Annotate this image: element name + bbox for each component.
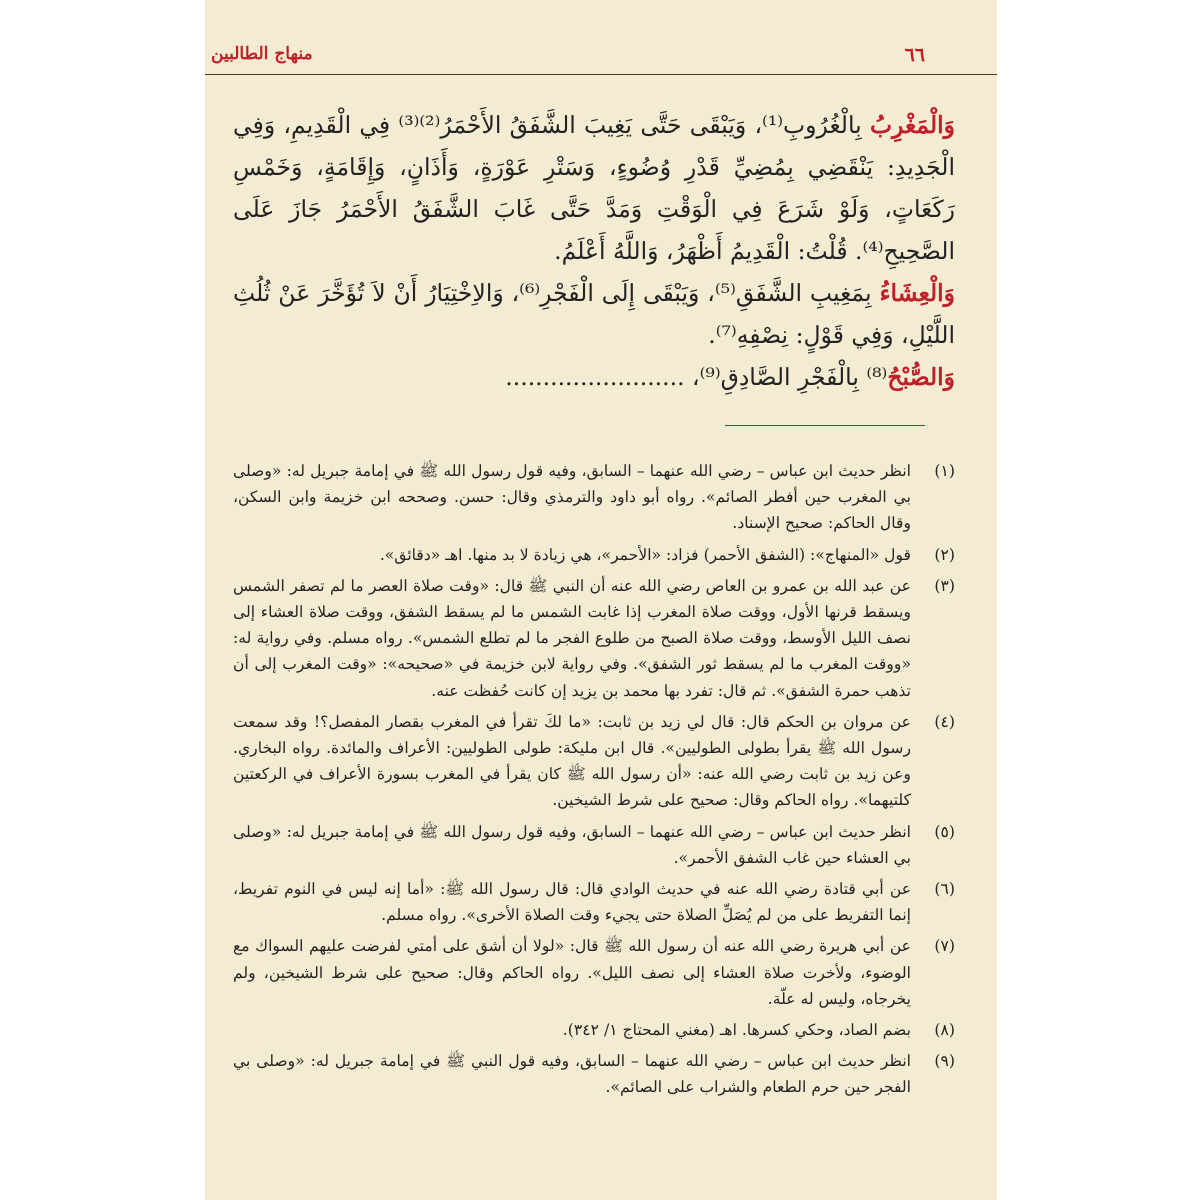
footnote-6 — [233, 876, 955, 928]
footnote-text: عن أبي هريرة رضي الله عنه أن رسول الله ﷺ قال: «لولا أن أشق على أمتي لفرضت عليهم السواك مع الوضوء، ولأخرت صلاة العشاء إلى نصف الليل». رواه الحاكم وقال: صحيح على شرط الشيخين، ولم يخرجاه، وليس له علّة. — [233, 937, 911, 1008]
paragraph-isha: وَالْعِشَاءُ بِمَغِيبِ الشَّفَقِ⁽⁵⁾، وَيَبْقَى إِلَى الْفَجْرِ⁽⁶⁾، وَالاِخْتِيَارُ أَنْ لاَ تُؤَخَّرَ عَنْ ثُلُثِ اللَّيْلِ، وَفِي قَوْلٍ: نِصْفِهِ⁽⁷⁾. — [233, 279, 956, 349]
footnote-text: انظر حديث ابن عباس – رضي الله عنهما – السابق، وفيه قول رسول الله ﷺ في إمامة جبريل له: «وصلى بي العشاء حين غاب الشفق الأحمر». — [233, 822, 911, 867]
footnote-7 — [233, 933, 955, 1012]
footnotes — [233, 458, 955, 1106]
footnote-2 — [233, 542, 955, 568]
book-page — [205, 0, 997, 1200]
footnote-8 — [233, 1017, 955, 1043]
footnote-number: (٤) — [934, 712, 955, 731]
footnote-text: قول «المنهاج»: (الشفق الأحمر) فزاد: «الأحمر»، هي زيادة لا بد منها. اهـ «دقائق». — [379, 545, 911, 564]
footnote-number: (٢) — [934, 545, 955, 564]
section-keyword: وَالصُّبْحُ — [887, 363, 955, 391]
section-keyword: وَالْمَغْرِبُ — [869, 111, 955, 139]
footnote-text: عن مروان بن الحكم قال: قال لي زيد بن ثابت: «ما لكَ تقرأ في المغرب بقصار المفصل؟! وقد سمعت رسول الله ﷺ يقرأ بطولى الطوليين». قال ابن مليكة: طولى الطوليين: الأعراف والمائدة. رواه البخاري. وعن زيد بن ثابت رضي الله عنه: «أن رسول الله ﷺ كان يقرأ في المغرب بسورة الأعراف في الركعتين كلتيهما». رواه الحاكم وقال: صحيح على شرط الشيخين. — [233, 712, 911, 810]
footnote-5 — [233, 819, 955, 871]
footnote-number: (٦) — [934, 880, 955, 899]
footnote-3 — [233, 573, 955, 704]
footnote-9 — [233, 1048, 955, 1100]
footnote-number: (٨) — [934, 1021, 955, 1040]
footnote-text: عن عبد الله بن عمرو بن العاص رضي الله عنه أن النبي ﷺ قال: «وقت صلاة العصر ما لم تصفر الشمس ويسقط قرنها الأول، ووقت صلاة المغرب إذا غابت الشمس ما لم يسقط الشفق، ووقت صلاة العشاء إلى نصف الليل الأوسط، ووقت صلاة الصبح من طلوع الفجر ما لم تطلع الشمس». رواه مسلم. وفي رواية له: «ووقت المغرب ما لم يسقط ثور الشفق». وفي رواية لابن خزيمة في «صحيحه»: «وقت المغرب إلى أن تذهب حمرة الشفق». ثم قال: تفرد بها محمد بن يزيد إن كانت حُفظت عنه. — [233, 576, 911, 700]
footnote-1 — [233, 458, 955, 537]
page-number: ٦٦ — [904, 44, 925, 66]
paragraph-maghrib: وَالْمَغْرِبُ بِالْغُرُوبِ⁽¹⁾، وَيَبْقَى حَتَّى يَغِيبَ الشَّفَقُ الأَحْمَرُ⁽²⁾⁽³⁾ فِي الْقَدِيمِ، وَفِي الْجَدِيدِ: يَنْقَضِي بِمُضِيِّ قَدْرِ وُضُوءٍ، وَسَتْرِ عَوْرَةٍ، وَأَذَانٍ، وَإِقَامَةٍ، وَخَمْسِ رَكَعَاتٍ، وَلَوْ شَرَعَ فِي الْوَقْتِ وَمَدَّ حَتَّى غَابَ الشَّفَقُ الأَحْمَرُ جَازَ عَلَى الصَّحِيحِ⁽⁴⁾. قُلْتُ: الْقَدِيمُ أَظْهَرُ، وَاللَّهُ أَعْلَمُ. — [233, 111, 955, 265]
footnote-number: (٥) — [934, 822, 955, 841]
header-rule — [205, 74, 997, 75]
footnote-number: (٩) — [934, 1052, 955, 1071]
footnote-text: بضم الصاد، وحكي كسرها. اهـ (مغني المحتاج ١/ ٣٤٢). — [562, 1021, 911, 1040]
footnote-separator — [725, 425, 925, 426]
footnote-text: عن أبي قتادة رضي الله عنه في حديث الوادي قال: قال رسول الله ﷺ: «أما إنه ليس في النوم تفريط، إنما التفريط على من لم يُصَلِّ الصلاة حتى يجيء وقت الصلاة الأخرى». رواه مسلم. — [233, 880, 911, 925]
footnote-number: (٧) — [934, 937, 955, 956]
footnote-number: (٣) — [934, 576, 955, 595]
book-title: منهاج الطالبين — [211, 44, 313, 64]
footnote-text: انظر حديث ابن عباس – رضي الله عنهما – السابق، وفيه قول النبي ﷺ في إمامة جبريل له: «وصلى بي الفجر حين حرم الطعام والشراب على الصائم». — [233, 1052, 911, 1097]
footnote-4 — [233, 709, 955, 814]
paragraph-subh: وَالصُّبْحُ⁽⁸⁾ بِالْفَجْرِ الصَّادِقِ⁽⁹⁾، ........................ — [505, 363, 955, 391]
section-keyword: وَالْعِشَاءُ — [879, 279, 956, 307]
footnote-number: (١) — [934, 462, 955, 480]
running-header — [205, 44, 997, 72]
footnote-text: انظر حديث ابن عباس – رضي الله عنهما – السابق، وفيه قول رسول الله ﷺ في إمامة جبريل له: «وصلى بي المغرب حين أفطر الصائم». رواه أبو داود والترمذي وقال: حسن. وصححه ابن خزيمة وابن السكن، وقال الحاكم: صحيح الإسناد. — [233, 462, 911, 533]
main-text — [233, 104, 955, 398]
